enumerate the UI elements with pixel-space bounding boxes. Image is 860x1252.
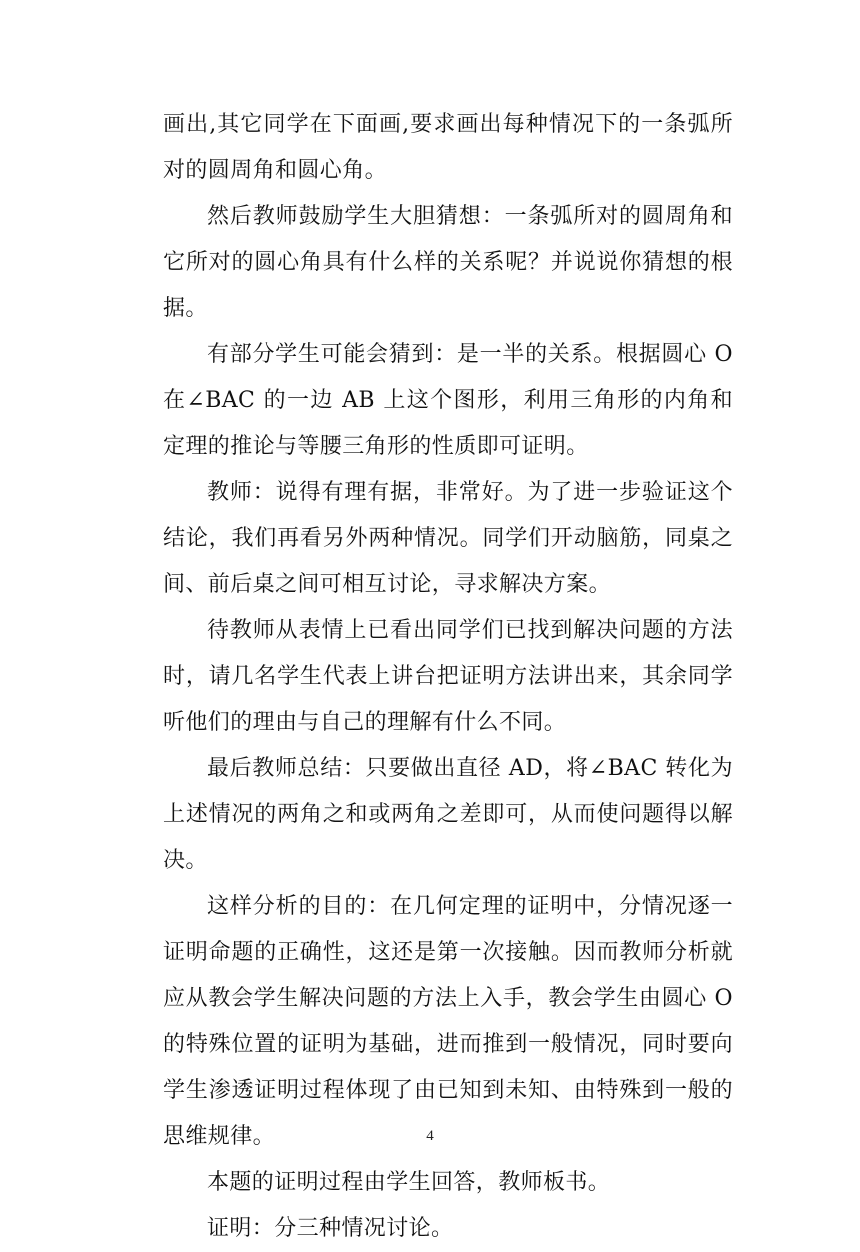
paragraph-4: 教师：说得有理有据，非常好。为了进一步验证这个结论，我们再看另外两种情况。同学们开动脑筋，同桌之间、前后桌之间可相互讨论，寻求解决方案。 — [163, 480, 733, 597]
paragraph-3: 有部分学生可能会猜到：是一半的关系。根据圆心 O 在∠BAC 的一边 AB 上这个图形，利用三角形的内角和定理的推论与等腰三角形的性质即可证明。 — [163, 342, 733, 459]
paragraph-7: 这样分析的目的：在几何定理的证明中，分情况逐一证明命题的正确性，这还是第一次接触。因而教师分析就应从教会学生解决问题的方法上入手，教会学生由圆心 O 的特殊位置的证明为基础，进而推到一般情况，同时要向学生渗透证明过程体现了由已知到未知、由特殊到一般的思维规律。 — [163, 894, 733, 1149]
paragraph-6: 最后教师总结：只要做出直径 AD，将∠BAC 转化为上述情况的两角之和或两角之差即可，从而使问题得以解决。 — [163, 756, 733, 873]
paragraph-1: 画出,其它同学在下面画,要求画出每种情况下的一条弧所对的圆周角和圆心角。 — [163, 112, 733, 183]
document-body — [163, 102, 733, 1252]
paragraph-8: 本题的证明过程由学生回答，教师板书。 — [207, 1170, 611, 1195]
paragraph-2: 然后教师鼓励学生大胆猜想：一条弧所对的圆周角和它所对的圆心角具有什么样的关系呢？并说说你猜想的根据。 — [163, 204, 733, 321]
paragraph-9: 证明：分三种情况讨论。 — [207, 1216, 454, 1241]
page-number: 4 — [426, 1128, 434, 1144]
paragraph-5: 待教师从表情上已看出同学们已找到解决问题的方法时，请几名学生代表上讲台把证明方法讲出来，其余同学听他们的理由与自己的理解有什么不同。 — [163, 618, 733, 735]
